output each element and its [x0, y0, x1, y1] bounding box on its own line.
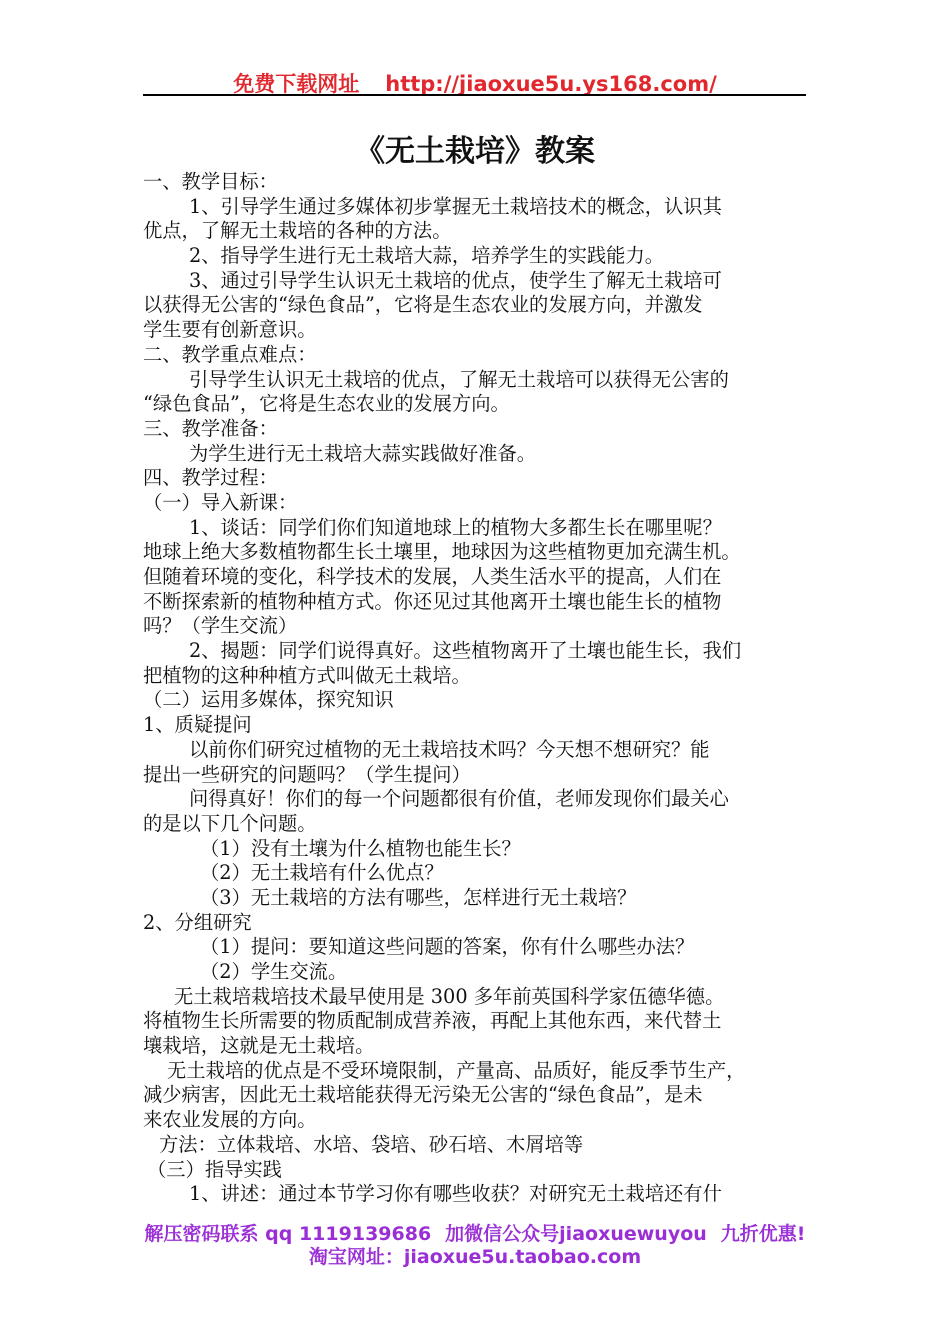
subsection-heading: （一）导入新课： [143, 490, 298, 514]
paragraph-line: 引导学生认识无土栽培的优点，了解无土栽培可以获得无公害的 [189, 367, 729, 391]
paragraph-line: 2、揭题：同学们说得真好。这些植物离开了土壤也能生长，我们 [189, 639, 742, 663]
document-title: 《无土栽培》教案 [355, 134, 595, 169]
header-label: 免费下载网址 [233, 72, 360, 96]
paragraph-line: 减少病害，因此无土栽培能获得无污染无公害的“绿色食品”，是未 [143, 1083, 703, 1107]
paragraph-line: 问得真好！你们的每一个问题都很有价值，老师发现你们最关心 [189, 787, 729, 811]
list-item: （2）学生交流。 [200, 960, 348, 983]
paragraph-line: 但随着环境的变化，科学技术的发展，人类生活水平的提高，人们在 [143, 565, 722, 588]
paragraph-line: 壤栽培，这就是无土栽培。 [143, 1034, 375, 1058]
paragraph-line: 优点，了解无土栽培的各种的方法。 [143, 219, 452, 243]
section-heading-preparation: 三、教学准备： [143, 416, 278, 440]
subsection-heading: 1、质疑提问 [143, 713, 252, 737]
paragraph-line: 不断探索新的植物种植方式。你还见过其他离开土壤也能生长的植物 [143, 589, 722, 613]
paragraph-line: 以获得无公害的“绿色食品”，它将是生态农业的发展方向，并激发 [143, 293, 703, 317]
paragraph-line: 的是以下几个问题。 [143, 811, 317, 835]
paragraph-line: 3、通过引导学生认识无土栽培的优点，使学生了解无土栽培可 [189, 268, 722, 292]
subsection-heading: （二）运用多媒体，探究知识 [143, 688, 394, 712]
paragraph-line: 将植物生长所需要的物质配制成营养液，再配上其他东西，来代替土 [143, 1009, 722, 1033]
paragraph-line: 地球上绝大多数植物都生长土壤里，地球因为这些植物更加充满生机。 [143, 540, 741, 564]
section-heading-keypoints: 二、教学重点难点： [143, 342, 317, 366]
paragraph-line: 2、指导学生进行无土栽培大蒜，培养学生的实践能力。 [189, 244, 665, 268]
question-item: （3）无土栽培的方法有哪些，怎样进行无土栽培？ [200, 885, 637, 909]
section-heading-process: 四、教学过程： [143, 466, 278, 490]
paragraph-line: 为学生进行无土栽培大蒜实践做好准备。 [189, 441, 537, 465]
paragraph-line: 1、引导学生通过多媒体初步掌握无土栽培技术的概念，认识其 [189, 194, 722, 218]
paragraph-line: 无土栽培栽培技术最早使用是 300 多年前英国科学家伍德华德。 [174, 984, 725, 1008]
paragraph-line: 来农业发展的方向。 [143, 1108, 317, 1132]
footer-taobao-link[interactable]: 淘宝网址：jiaoxue5u.taobao.com [308, 1246, 642, 1268]
header-url-link[interactable]: http://jiaoxue5u.ys168.com/ [385, 72, 717, 96]
paragraph-line: “绿色食品”，它将是生态农业的发展方向。 [143, 392, 510, 416]
paragraph-line: 1、讲述：通过本节学习你有哪些收获？对研究无土栽培还有什 [189, 1182, 722, 1206]
section-heading-goals: 一、教学目标： [143, 170, 278, 193]
subsection-heading: 2、分组研究 [143, 910, 252, 934]
paragraph-line: 以前你们研究过植物的无土栽培技术吗？今天想不想研究？能 [189, 737, 710, 761]
paragraph-line: 把植物的这种种植方式叫做无土栽培。 [143, 663, 471, 687]
document-body [143, 170, 813, 1207]
question-item: （2）无土栽培有什么优点？ [200, 861, 444, 885]
paragraph-line: 方法：立体栽培、水培、袋培、砂石培、木屑培等 [159, 1132, 584, 1156]
footer-discount-text: 九折优惠! [720, 1223, 806, 1245]
paragraph-line: 1、谈话：同学们你们知道地球上的植物大多都生长在哪里呢？ [189, 515, 722, 539]
header-divider [143, 94, 806, 96]
paragraph-line: 无土栽培的优点是不受环境限制，产量高、品质好，能反季节生产， [167, 1058, 746, 1082]
footer-wechat-text: 加微信公众号jiaoxuewuyou [445, 1223, 707, 1245]
list-item: （1）提问：要知道这些问题的答案，你有什么哪些办法？ [200, 935, 695, 959]
question-item: （1）没有土壤为什么植物也能生长？ [200, 836, 521, 860]
paragraph-line: 吗？（学生交流） [143, 614, 298, 638]
subsection-heading: （三）指导实践 [147, 1157, 282, 1181]
footer-qq-text: 解压密码联系 qq 1119139686 [144, 1223, 432, 1245]
paragraph-line: 学生要有创新意识。 [143, 318, 317, 342]
paragraph-line: 提出一些研究的问题吗？（学生提问） [143, 762, 471, 786]
